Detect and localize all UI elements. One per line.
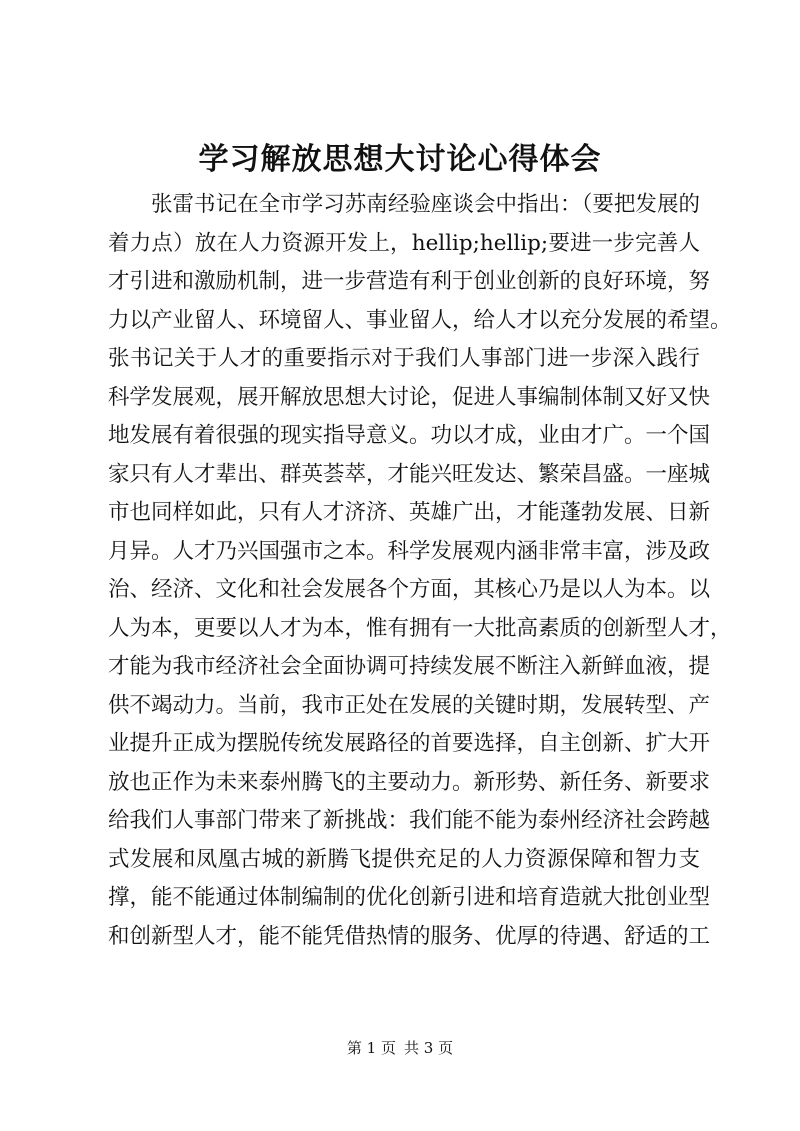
body-line: 撑，能不能通过体制编制的优化创新引进和培育造就大批创业型 xyxy=(108,885,711,910)
body-line: 供不竭动力。当前，我市正处在发展的关键时期，发展转型、产 xyxy=(108,692,711,718)
body-line: 地发展有着很强的现实指导意义。功以才成，业由才广。一个国 xyxy=(108,423,711,448)
body-line: 式发展和凤凰古城的新腾飞提供充足的人力资源保障和智力支 xyxy=(108,846,700,872)
page-total: 共 3 页 xyxy=(404,1039,454,1057)
body-line: 给我们人事部门带来了新挑战：我们能不能为泰州经济社会跨越 xyxy=(108,808,711,833)
body-line: 治、经济、文化和社会发展各个方面，其核心乃是以人为本。以 xyxy=(108,577,711,602)
body-line: 和创新型人才，能不能凭借热情的服务、优厚的待遇、舒适的工 xyxy=(108,923,711,949)
body-line: 力以产业留人、环境留人、事业留人，给人才以充分发展的希望。 xyxy=(108,307,732,333)
body-line: 才能为我市经济社会全面协调可持续发展不断注入新鲜血液，提 xyxy=(108,654,711,679)
body-line: 人为本，更要以人才为本，惟有拥有一大批高素质的创新型人才， xyxy=(108,615,732,641)
body-line: 家只有人才辈出、群英荟萃，才能兴旺发达、繁荣昌盛。一座城 xyxy=(108,461,711,487)
page-footer xyxy=(0,1038,800,1058)
body-line: 月异。人才乃兴国强市之本。科学发展观内涵非常丰富，涉及政 xyxy=(108,538,711,564)
body-line: 张书记关于人才的重要指示对于我们人事部门进一步深入践行 xyxy=(108,346,700,371)
body-line: 张雷书记在全市学习苏南经验座谈会中指出：（要把发展的 xyxy=(151,192,700,217)
document-title: 学习解放思想大讨论心得体会 xyxy=(198,142,602,177)
body-line: 科学发展观，展开解放思想大讨论，促进人事编制体制又好又快 xyxy=(108,384,711,410)
page-number: 第 1 页 xyxy=(346,1039,396,1057)
body-line: 市也同样如此，只有人才济济、英雄广出，才能蓬勃发展、日新 xyxy=(108,500,711,525)
document-body xyxy=(108,186,732,956)
body-line: 业提升正成为摆脱传统发展路径的首要选择，自主创新、扩大开 xyxy=(108,731,711,756)
body-line: 放也正作为未来泰州腾飞的主要动力。新形势、新任务、新要求 xyxy=(108,769,711,795)
body-line: 着力点）放在人力资源开发上，hellip;hellip;要进一步完善人 xyxy=(108,230,700,256)
body-line: 才引进和激励机制，进一步营造有利于创业创新的良好环境，努 xyxy=(108,269,711,294)
